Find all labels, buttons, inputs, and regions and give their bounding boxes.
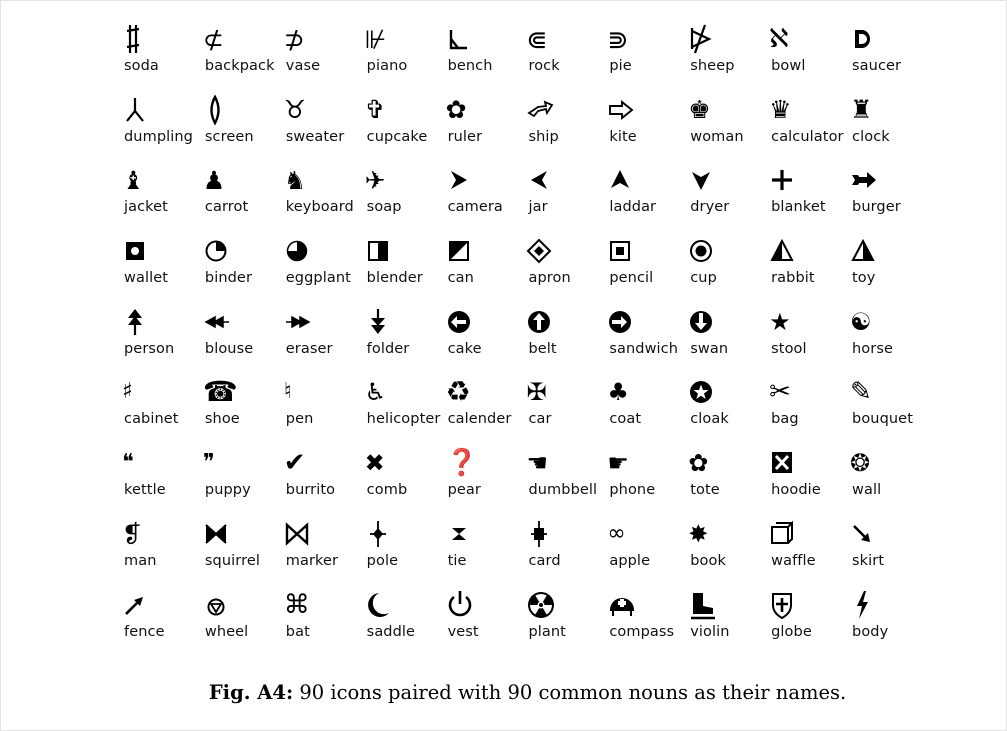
airplane-icon: ✈ — [364, 165, 386, 195]
icon-cell — [443, 304, 524, 375]
not-forces-icon: ⊮ — [364, 24, 387, 54]
command-key-icon: ⌘ — [283, 589, 310, 620]
caption-text: 90 icons paired with 90 common nouns as their names. — [293, 681, 847, 704]
icon-label: soda — [124, 58, 159, 74]
icon-label: comb — [366, 482, 408, 499]
icon-label: eraser — [285, 340, 333, 357]
icon-label: cupcake — [366, 128, 428, 145]
icon-label: piano — [366, 58, 408, 74]
icon-cell — [281, 21, 362, 92]
square-in-square-icon — [607, 233, 637, 269]
icon-cell — [200, 304, 281, 375]
icon-label: pole — [366, 552, 399, 569]
icon-cell — [766, 516, 847, 587]
three-way-fork-icon — [122, 92, 152, 128]
icon-label: woman — [690, 128, 744, 145]
stacked-down-arrows-icon — [365, 304, 395, 340]
icon-cell — [523, 92, 604, 163]
icon-cell — [604, 162, 685, 233]
chess-rook-icon: ♜ — [850, 95, 873, 125]
crescent-moon-icon — [365, 587, 395, 623]
icon-cell — [119, 374, 200, 445]
icon-label: plant — [528, 623, 566, 640]
icon-label: rock — [528, 58, 560, 74]
wheelchair-icon: ♿ — [364, 378, 387, 407]
icon-cell — [766, 92, 847, 163]
icon-label: dumpling — [124, 128, 193, 145]
icon-label: apron — [528, 270, 571, 287]
letter-d-icon — [850, 21, 880, 57]
eight-point-star-icon: ✸ — [688, 519, 709, 548]
outline-right-arrow-icon — [607, 92, 637, 128]
icon-cell — [200, 374, 281, 445]
icon-cell — [443, 233, 524, 304]
diamond-on-stick-icon — [365, 516, 395, 552]
icon-label: belt — [528, 340, 557, 357]
taurus-icon: ♉ — [283, 95, 307, 125]
icon-label: bench — [447, 58, 493, 74]
icon-label: blender — [366, 270, 423, 287]
icon-cell — [685, 162, 766, 233]
icon-cell — [523, 587, 604, 658]
icon-label: cake — [447, 340, 482, 357]
icon-label: violin — [690, 623, 730, 640]
bowtie-outline-icon — [284, 516, 314, 552]
icon-label: skirt — [852, 552, 885, 569]
icon-cell — [685, 304, 766, 375]
music-sharp-icon: ♯ — [122, 379, 133, 405]
music-natural-icon: ♮ — [283, 379, 292, 405]
circle-three-quarter-icon — [284, 233, 314, 269]
icon-label: camera — [447, 199, 503, 216]
icon-label: pen — [285, 411, 314, 428]
icon-cell — [685, 516, 766, 587]
icon-cell — [443, 516, 524, 587]
crossed-triangle-icon — [688, 21, 718, 57]
aleph-icon: ℵ — [769, 24, 789, 54]
icon-cell — [766, 587, 847, 658]
icon-label: person — [124, 340, 175, 357]
icon-cell — [200, 233, 281, 304]
icon-cell — [443, 374, 524, 445]
icon-label: toy — [852, 270, 876, 287]
icon-label: sweater — [285, 128, 345, 145]
icon-cell — [847, 162, 928, 233]
icon-label: shoe — [204, 411, 240, 428]
icon-label: sandwich — [609, 340, 679, 357]
icon-cell — [281, 92, 362, 163]
icon-label: dumbbell — [528, 482, 598, 499]
up-right-arrow-icon — [122, 587, 152, 623]
icon-cell — [362, 374, 443, 445]
circle-quarter-icon — [203, 233, 233, 269]
circled-right-arrow-icon — [607, 304, 637, 340]
icon-label: ruler — [447, 128, 483, 145]
icon-label: can — [447, 270, 474, 287]
icon-label: bouquet — [852, 411, 913, 428]
circled-up-arrow-icon — [526, 304, 556, 340]
double-vertical-bars-icon — [122, 21, 152, 57]
icon-cell — [523, 21, 604, 92]
icon-cell — [604, 587, 685, 658]
icon-cell — [200, 516, 281, 587]
arrowhead-down-icon — [688, 162, 718, 198]
icon-cell — [685, 233, 766, 304]
icon-cell — [281, 516, 362, 587]
icon-label: dryer — [690, 199, 730, 216]
recycling-icon: ♻ — [445, 375, 471, 409]
power-icon — [446, 587, 476, 623]
open-quote-icon: ❝ — [122, 450, 134, 476]
icon-label: blanket — [771, 199, 826, 216]
icon-cell — [766, 162, 847, 233]
icon-label: horse — [852, 340, 894, 357]
florette-icon: ✿ — [445, 95, 467, 125]
icon-label: cup — [690, 270, 717, 287]
square-half-filled-icon — [365, 233, 395, 269]
gear-circle-icon: ❂ — [850, 449, 871, 478]
figure-caption — [1, 681, 1007, 704]
icon-cell — [766, 233, 847, 304]
icon-cell — [362, 21, 443, 92]
fisheye-icon — [688, 233, 718, 269]
icon-label: waffle — [771, 552, 816, 569]
arrowhead-up-icon — [607, 162, 637, 198]
icon-cell — [685, 374, 766, 445]
chess-bishop-icon: ♝ — [122, 165, 145, 195]
latin-cross-icon: ✞ — [364, 95, 386, 125]
icon-label: cabinet — [124, 411, 179, 428]
boxed-x-icon — [769, 445, 799, 481]
icon-cell — [443, 92, 524, 163]
right-angle-icon — [446, 21, 476, 57]
icon-label: soap — [366, 199, 402, 216]
icon-cell — [847, 374, 928, 445]
icon-label: bag — [771, 411, 799, 428]
helmet-icon — [607, 587, 637, 623]
icon-cell — [847, 304, 928, 375]
bowtie-icon — [203, 516, 233, 552]
icon-label: marker — [285, 552, 339, 569]
icon-label: bat — [285, 623, 310, 640]
icon-label: swan — [690, 340, 729, 357]
icon-label: binder — [204, 270, 252, 287]
icon-cell — [281, 233, 362, 304]
icon-cell — [200, 92, 281, 163]
icon-label: tie — [447, 552, 467, 569]
square-diagonal-half-icon — [446, 233, 476, 269]
double-superset-icon: ⋑ — [607, 24, 629, 54]
icon-label: fence — [124, 623, 165, 640]
icon-cell — [443, 587, 524, 658]
icon-label: hoodie — [771, 482, 821, 499]
icon-cell — [281, 587, 362, 658]
scissors-icon: ✂ — [769, 377, 791, 408]
icon-cell — [443, 445, 524, 516]
icon-label: rabbit — [771, 270, 815, 287]
chess-queen-icon: ♛ — [769, 95, 792, 125]
icon-label: bowl — [771, 58, 806, 74]
diamond-in-diamond-icon — [526, 233, 556, 269]
chess-king-icon: ♚ — [688, 95, 711, 125]
icon-label: carrot — [204, 199, 249, 216]
icon-cell — [685, 21, 766, 92]
icon-cell — [766, 21, 847, 92]
pilcrow-icon: ❡ — [122, 519, 143, 548]
icon-cell — [523, 162, 604, 233]
icon-label: wallet — [124, 270, 169, 287]
shield-cross-icon — [769, 587, 799, 623]
icon-cell — [766, 374, 847, 445]
icon-label: wheel — [204, 623, 249, 640]
icon-label: coat — [609, 411, 642, 428]
icon-label: sheep — [690, 58, 735, 74]
ice-skate-icon — [688, 587, 718, 623]
icon-cell — [766, 445, 847, 516]
icon-cell — [362, 587, 443, 658]
glasses-icon: ∞ — [607, 520, 626, 546]
icon-label: kite — [609, 128, 637, 145]
icon-label: apple — [609, 552, 651, 569]
icon-cell — [847, 21, 928, 92]
caption-label: Fig. A4: — [208, 681, 294, 704]
icon-cell — [847, 92, 928, 163]
icon-cell — [604, 92, 685, 163]
circled-triangle-icon — [203, 587, 233, 623]
pointing-left-hand-icon: ☚ — [526, 449, 548, 478]
icon-label: jacket — [124, 199, 168, 216]
icon-cell — [119, 516, 200, 587]
icon-cell — [523, 233, 604, 304]
icon-cell — [362, 162, 443, 233]
icon-label: eggplant — [285, 270, 351, 287]
icon-label: body — [852, 623, 889, 640]
icon-label: calender — [447, 411, 512, 428]
heavy-plus-icon — [769, 162, 799, 198]
icon-label: jar — [528, 199, 548, 216]
icon-label: helicopter — [366, 411, 441, 428]
icon-cell — [281, 162, 362, 233]
icon-label: puppy — [204, 482, 251, 499]
icon-cell — [119, 445, 200, 516]
icon-cell — [604, 516, 685, 587]
chess-knight-icon: ♞ — [283, 165, 307, 195]
clover-icon: ♣ — [607, 378, 629, 407]
icon-cell — [523, 374, 604, 445]
icon-cell — [443, 21, 524, 92]
icon-cell — [685, 445, 766, 516]
icon-cell — [119, 587, 200, 658]
arrowhead-left-icon — [526, 162, 556, 198]
icon-label: phone — [609, 482, 656, 499]
icon-cell — [119, 92, 200, 163]
icon-cell — [443, 162, 524, 233]
icon-cell — [604, 304, 685, 375]
icon-cell — [523, 445, 604, 516]
heavy-question-icon: ❓ — [445, 448, 478, 479]
circled-star-icon — [688, 374, 718, 410]
icon-cell — [362, 445, 443, 516]
icon-cell — [523, 516, 604, 587]
icon-cell — [200, 445, 281, 516]
icon-cell — [362, 233, 443, 304]
square-with-dot-icon — [122, 233, 152, 269]
icon-label: clock — [852, 128, 890, 145]
arrowhead-right-icon — [446, 162, 476, 198]
icon-label: folder — [366, 340, 410, 357]
icon-label: pear — [447, 482, 481, 499]
icon-label: saddle — [366, 623, 416, 640]
icon-label: laddar — [609, 199, 657, 216]
icon-grid — [119, 21, 928, 657]
heavy-x-icon: ✖ — [364, 449, 385, 478]
rectangle-on-stick-icon — [526, 516, 556, 552]
radioactive-icon — [526, 587, 556, 623]
icon-label: globe — [771, 623, 812, 640]
icon-label: screen — [204, 128, 254, 145]
close-quote-icon: ❞ — [202, 450, 215, 476]
icon-label: burger — [852, 199, 901, 216]
icon-label: kettle — [124, 482, 166, 499]
icon-label: stool — [771, 340, 807, 357]
icon-cell — [685, 92, 766, 163]
black-star-icon: ★ — [769, 307, 791, 336]
icon-cell — [200, 21, 281, 92]
icon-cell — [685, 587, 766, 658]
icon-label: book — [690, 552, 726, 569]
not-superset-icon: ⊅ — [283, 24, 305, 54]
icon-cell — [362, 92, 443, 163]
pointing-right-hand-icon: ☛ — [607, 449, 629, 478]
icon-label: cloak — [690, 411, 729, 428]
icon-label: backpack — [204, 58, 275, 74]
flower-icon: ✿ — [688, 449, 709, 478]
icon-label: man — [124, 552, 157, 569]
icon-label: keyboard — [285, 199, 354, 216]
icon-cell — [847, 516, 928, 587]
icon-cell — [200, 587, 281, 658]
icon-cell — [523, 304, 604, 375]
circled-down-arrow-icon — [688, 304, 718, 340]
icon-cell — [119, 233, 200, 304]
icon-cell — [281, 304, 362, 375]
icon-cell — [362, 516, 443, 587]
telephone-icon: ☎ — [202, 375, 238, 409]
lightning-icon — [850, 587, 880, 623]
icon-cell — [847, 587, 928, 658]
icon-label: squirrel — [204, 552, 260, 569]
yin-yang-icon: ☯ — [850, 307, 872, 336]
icon-label: pie — [609, 58, 632, 74]
triangle-half-left-icon — [850, 233, 880, 269]
icon-label: vest — [447, 623, 479, 640]
icon-label: saucer — [852, 58, 902, 74]
maltese-cross-icon: ✠ — [526, 378, 547, 407]
chess-pawn-icon: ♟ — [202, 165, 226, 195]
icon-cell — [604, 374, 685, 445]
icon-label: tote — [690, 482, 720, 499]
icon-cell — [604, 445, 685, 516]
icon-cell — [281, 374, 362, 445]
icon-cell — [362, 304, 443, 375]
icon-cell — [766, 304, 847, 375]
icon-label: calculator — [771, 128, 844, 145]
stacked-up-arrows-icon — [122, 304, 152, 340]
feathered-arrow-icon — [850, 162, 880, 198]
circled-left-arrow-icon — [446, 304, 476, 340]
shadowed-square-icon — [769, 516, 799, 552]
icon-cell — [604, 21, 685, 92]
double-subset-icon: ⋐ — [526, 24, 548, 54]
icon-label: compass — [609, 623, 675, 640]
down-right-arrow-icon — [850, 516, 880, 552]
icon-label: vase — [285, 58, 321, 74]
double-left-arrowhead-icon — [203, 304, 233, 340]
icon-label: car — [528, 411, 552, 428]
icon-cell — [847, 233, 928, 304]
icon-cell — [604, 233, 685, 304]
icon-cell — [119, 21, 200, 92]
icon-cell — [847, 445, 928, 516]
icon-cell — [119, 162, 200, 233]
not-subset-icon: ⊄ — [202, 24, 224, 54]
icon-label: wall — [852, 482, 882, 499]
icon-cell — [281, 445, 362, 516]
pencil-icon: ✎ — [850, 377, 872, 408]
double-right-arrowhead-icon — [284, 304, 314, 340]
icon-label: card — [528, 552, 561, 569]
outline-arrow-icon — [526, 92, 556, 128]
icon-cell — [200, 162, 281, 233]
icon-cell — [119, 304, 200, 375]
lens-icon — [203, 92, 233, 128]
hourglass-icon — [446, 516, 476, 552]
triangle-half-right-icon — [769, 233, 799, 269]
icon-label: burrito — [285, 482, 336, 499]
heavy-check-icon: ✔ — [283, 448, 306, 479]
icon-label: blouse — [204, 340, 254, 357]
icon-label: pencil — [609, 270, 654, 287]
icon-label: ship — [528, 128, 559, 145]
